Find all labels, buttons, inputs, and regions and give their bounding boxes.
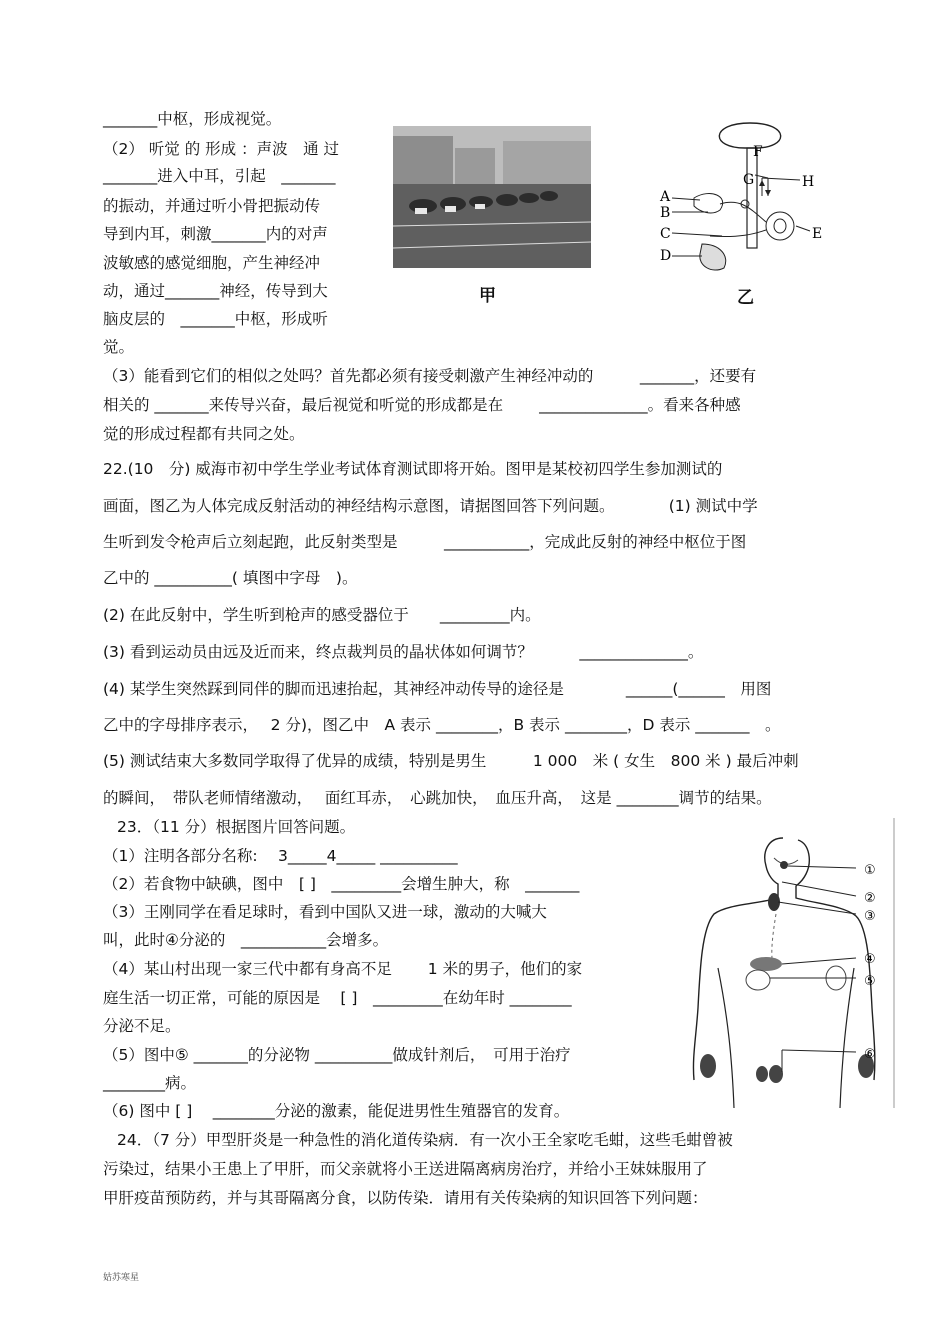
text-line: (5) 测试结束大多数同学取得了优异的成绩，特别是男生 1 000 米 ( 女生 800 米 ) 最后冲刺 — [103, 752, 799, 770]
text-line: 导到内耳，刺激_______内的对声 — [103, 225, 328, 243]
page-footer: 姑苏寒星 — [103, 1273, 140, 1283]
text-line: 叫，此时④分泌的 ___________会增多。 — [103, 931, 389, 949]
label-h: H — [802, 174, 815, 190]
text-line: 分泌不足。 — [103, 1017, 181, 1035]
text-line: ________病。 — [103, 1074, 197, 1092]
question-22: 22.(10 分) 威海市初中学生学业考试体育测试即将开始。图甲是某校初四学生参加测试的 — [103, 460, 723, 478]
text-line: （5）图中⑤ _______的分泌物 __________做成针剂后， 可用于治疗 — [103, 1046, 571, 1064]
label-a: A — [660, 189, 671, 205]
text-line: (3) 看到运动员由远及近而来，终点裁判员的晶状体如何调节？ ______________。 — [103, 643, 704, 661]
label-f: F — [753, 144, 763, 160]
marker-2: ② — [864, 891, 876, 906]
text-line: 波敏感的感觉细胞，产生神经冲 — [103, 254, 321, 272]
reflex-arc-diagram — [650, 118, 840, 308]
text-line: 乙中的 __________( 填图中字母 )。 — [103, 569, 358, 587]
text-line: （3）能看到它们的相似之处吗？首先都必须有接受刺激产生神经冲动的 _______，还要有 — [103, 367, 757, 385]
figure-caption-jia: 甲 — [479, 286, 496, 306]
text-line: （2） 听觉 的 形成 ：声波 通 过 — [103, 140, 339, 158]
text-line: 觉。 — [103, 338, 135, 356]
label-d: D — [660, 248, 672, 264]
text-line: （3）王刚同学在看足球时，看到中国队又进一球，激动的大喊大 — [103, 903, 547, 921]
label-g: G — [743, 172, 755, 188]
text-line: 动，通过_______神经，传导到大 — [103, 282, 328, 300]
text-line: （4）某山村出现一家三代中都有身高不足 1 米的男子，他们的家 — [103, 960, 583, 978]
text-line: _______进入中耳，引起 _______ — [103, 167, 336, 185]
text-line: 的瞬间， 带队老师情绪激动， 面红耳赤， 心跳加快， 血压升高， 这是 ________调节的结果。 — [103, 789, 772, 807]
text-line: 庭生活一切正常，可能的原因是 [ ] _________在幼年时 ________ — [103, 989, 572, 1007]
text-line: 生听到发令枪声后立刻起跑，此反射类型是 ___________，完成此反射的神经中枢位于图 — [103, 533, 747, 551]
figure-caption-yi: 乙 — [737, 288, 754, 308]
text-line: 画面，图乙为人体完成反射活动的神经结构示意图，请据图回答下列问题。 (1) 测试中学 — [103, 497, 758, 515]
text-line: _______中枢，形成视觉。 — [103, 110, 282, 128]
text-line: （6) 图中 [ ] ________分泌的激素，能促进男性生殖器官的发育。 — [103, 1102, 570, 1120]
marker-3: ③ — [864, 909, 876, 924]
marker-5: ⑤ — [864, 974, 876, 989]
human-body-diagram — [678, 818, 896, 1108]
text-line: 相关的 _______来传导兴奋，最后视觉和听觉的形成都是在 ______________。看来各种感 — [103, 396, 741, 414]
text-line: (4) 某学生突然踩到同伴的脚而迅速抬起，其神经冲动传导的途径是 ______(______ 用图 — [103, 680, 772, 698]
runners-photo — [393, 126, 591, 268]
text-line: 乙中的字母排序表示， 2 分)，图乙中 A 表示 ________，B 表示 ________，D 表示 _______ 。 — [103, 716, 781, 734]
marker-6: ⑥ — [864, 1047, 876, 1062]
question-23: 23．（11 分）根据图片回答问题。 — [117, 818, 356, 836]
text-line: 甲肝疫苗预防药，并与其哥隔离分食，以防传染．请用有关传染病的知识回答下列问题： — [103, 1189, 708, 1207]
text-line: （2）若食物中缺碘，图中 [ ] _________会增生肿大，称 _______ — [103, 875, 580, 893]
text-line: (2) 在此反射中，学生听到枪声的感受器位于 _________内。 — [103, 606, 541, 624]
text-line: （1）注明各部分名称: 3_____4_____ __________ — [103, 847, 458, 865]
text-line: 的振动，并通过听小骨把振动传 — [103, 197, 321, 215]
label-e: E — [812, 226, 823, 242]
marker-1: ① — [864, 863, 876, 878]
text-line: 污染过，结果小王患上了甲肝，而父亲就将小王送进隔离病房治疗，并给小王妹妹服用了 — [103, 1160, 708, 1178]
label-c: C — [660, 226, 671, 242]
label-b: B — [660, 205, 671, 221]
question-24: 24．（7 分）甲型肝炎是一种急性的消化道传染病．有一次小王全家吃毛蚶，这些毛蚶曾被 — [117, 1131, 733, 1149]
marker-4: ④ — [864, 952, 876, 967]
text-line: 脑皮层的 _______中枢，形成听 — [103, 310, 328, 328]
text-line: 觉的形成过程都有共同之处。 — [103, 425, 305, 443]
